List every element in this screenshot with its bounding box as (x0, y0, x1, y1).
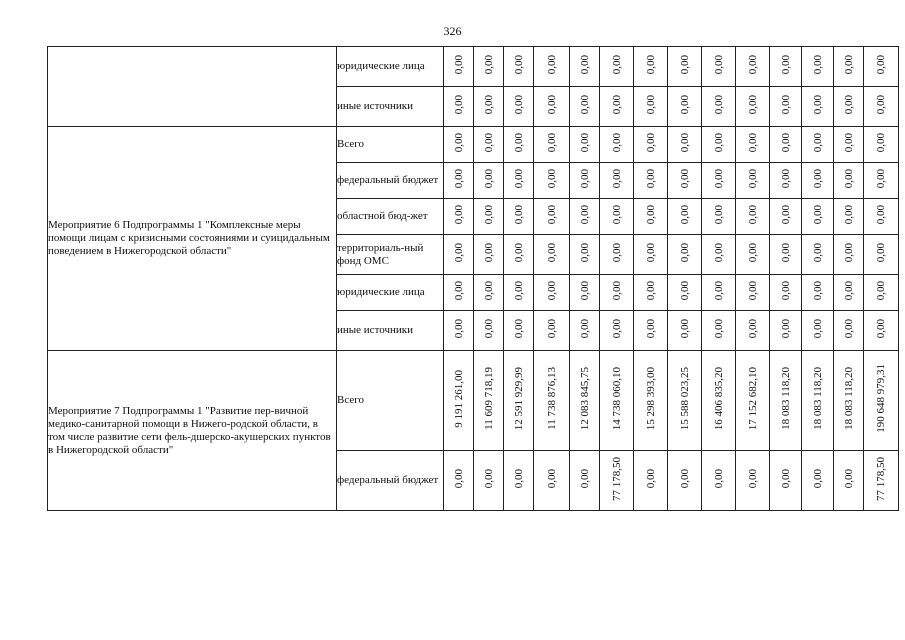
value-cell (474, 275, 504, 311)
value-cell (600, 451, 634, 511)
value-text: 0,00 (678, 204, 691, 225)
value-cell (634, 127, 668, 163)
value-text: 15 588 023,25 (678, 366, 691, 431)
value-text: 0,00 (545, 168, 558, 189)
value-text: 0,00 (610, 54, 623, 75)
funding-source-cell: федеральный бюджет (337, 163, 444, 199)
value-cell (736, 235, 770, 275)
value-cell (504, 127, 534, 163)
value-text: 0,00 (482, 132, 495, 153)
value-cell (802, 311, 834, 351)
value-cell (634, 275, 668, 311)
value-text: 0,00 (482, 168, 495, 189)
value-cell (702, 47, 736, 87)
value-text: 0,00 (746, 54, 759, 75)
value-text: 190 648 979,31 (875, 364, 887, 433)
value-text: 0,00 (452, 168, 465, 189)
value-text: 12 083 845,75 (578, 366, 591, 431)
value-text: 0,00 (512, 54, 525, 75)
value-text: 0,00 (678, 280, 691, 301)
value-cell (834, 163, 864, 199)
value-text: 0,00 (610, 242, 623, 263)
value-text: 0,00 (512, 132, 525, 153)
value-text: 0,00 (746, 204, 759, 225)
value-cell (474, 127, 504, 163)
value-cell (834, 127, 864, 163)
value-cell (444, 87, 474, 127)
value-cell (634, 235, 668, 275)
value-cell (864, 311, 899, 351)
value-text: 0,00 (875, 280, 887, 301)
value-cell (736, 127, 770, 163)
value-text: 0,00 (811, 54, 824, 75)
value-text: 0,00 (512, 204, 525, 225)
value-text: 0,00 (452, 318, 465, 339)
value-text: 0,00 (482, 242, 495, 263)
value-text: 0,00 (545, 280, 558, 301)
value-cell (600, 163, 634, 199)
value-cell (802, 199, 834, 235)
value-text: 0,00 (779, 94, 792, 115)
value-text: 0,00 (875, 242, 887, 263)
value-cell (504, 47, 534, 87)
value-cell (802, 163, 834, 199)
value-cell (770, 87, 802, 127)
value-cell (534, 451, 570, 511)
value-cell (702, 351, 736, 451)
value-text: 0,00 (811, 204, 824, 225)
value-text: 11 738 876,13 (545, 367, 558, 430)
value-text: 0,00 (512, 94, 525, 115)
value-text: 0,00 (578, 132, 591, 153)
value-cell (474, 87, 504, 127)
value-text: 0,00 (644, 280, 657, 301)
value-text: 18 083 118,20 (842, 367, 855, 430)
value-text: 0,00 (545, 54, 558, 75)
value-cell (634, 199, 668, 235)
value-cell (474, 351, 504, 451)
table-row (48, 47, 899, 87)
value-text: 0,00 (678, 168, 691, 189)
value-cell (634, 47, 668, 87)
value-text: 0,00 (811, 280, 824, 301)
value-text: 0,00 (578, 168, 591, 189)
event-cell-measure-7: Мероприятие 7 Подпрограммы 1 "Развитие пер-вичной медико-санитарной помощи в Нижего-родской области, в том числе развитие сети фель-дшерско-акушерских пунктов в Нижегородской области" (48, 351, 337, 511)
value-text: 0,00 (811, 242, 824, 263)
value-text: 0,00 (842, 318, 855, 339)
value-cell (570, 87, 600, 127)
value-cell (668, 127, 702, 163)
value-cell (504, 275, 534, 311)
value-cell (802, 47, 834, 87)
page-number: 326 (443, 24, 462, 38)
value-cell (702, 127, 736, 163)
value-cell (570, 127, 600, 163)
value-cell (634, 311, 668, 351)
value-cell (736, 87, 770, 127)
value-cell (600, 199, 634, 235)
funding-source-cell: Всего (337, 351, 444, 451)
value-cell (634, 351, 668, 451)
value-text: 0,00 (452, 468, 465, 489)
value-cell (736, 275, 770, 311)
value-cell (600, 311, 634, 351)
value-text: 0,00 (512, 242, 525, 263)
value-cell (702, 311, 736, 351)
value-cell (534, 235, 570, 275)
value-text: 0,00 (610, 280, 623, 301)
value-cell (570, 451, 600, 511)
value-text: 0,00 (644, 242, 657, 263)
value-cell (504, 351, 534, 451)
value-cell (570, 47, 600, 87)
value-cell (474, 235, 504, 275)
value-text: 18 083 118,20 (811, 367, 824, 430)
value-text: 18 083 118,20 (779, 367, 792, 430)
value-text: 0,00 (811, 132, 824, 153)
value-text: 0,00 (746, 468, 759, 489)
value-text: 0,00 (875, 318, 887, 339)
funding-source-cell: федеральный бюджет (337, 451, 444, 511)
value-cell (570, 163, 600, 199)
value-cell (570, 311, 600, 351)
value-text: 0,00 (678, 468, 691, 489)
value-cell (504, 199, 534, 235)
value-text: 0,00 (779, 468, 792, 489)
value-text: 17 152 682,10 (746, 366, 759, 431)
value-cell (600, 47, 634, 87)
value-text: 0,00 (512, 280, 525, 301)
value-cell (702, 235, 736, 275)
value-text: 0,00 (482, 54, 495, 75)
value-text: 0,00 (811, 94, 824, 115)
value-text: 0,00 (779, 280, 792, 301)
value-cell (736, 451, 770, 511)
value-text: 0,00 (842, 168, 855, 189)
value-cell (702, 87, 736, 127)
value-text: 0,00 (678, 94, 691, 115)
value-cell (864, 47, 899, 87)
value-cell (864, 127, 899, 163)
value-text: 0,00 (779, 54, 792, 75)
value-cell (570, 351, 600, 451)
value-cell (504, 87, 534, 127)
value-text: 0,00 (842, 204, 855, 225)
value-cell (834, 199, 864, 235)
value-cell (770, 451, 802, 511)
value-cell (802, 127, 834, 163)
value-cell (570, 199, 600, 235)
value-cell (834, 275, 864, 311)
value-text: 0,00 (578, 280, 591, 301)
value-cell (834, 87, 864, 127)
value-cell (444, 127, 474, 163)
value-cell (634, 87, 668, 127)
value-cell (504, 451, 534, 511)
value-cell (634, 163, 668, 199)
event-cell-measure-6: Мероприятие 6 Подпрограммы 1 "Комплексные меры помощи лицам с кризисными состояниями и суицидальным поведением в Нижегородской области" (48, 127, 337, 351)
value-cell (702, 275, 736, 311)
value-cell (668, 199, 702, 235)
value-text: 0,00 (875, 132, 887, 153)
funding-source-cell: юридические лица (337, 275, 444, 311)
value-cell (504, 235, 534, 275)
value-text: 0,00 (875, 168, 887, 189)
value-cell (534, 351, 570, 451)
value-text: 0,00 (482, 318, 495, 339)
funding-source-cell: областной бюд-жет (337, 199, 444, 235)
value-text: 0,00 (452, 280, 465, 301)
value-text: 0,00 (746, 242, 759, 263)
value-cell (668, 351, 702, 451)
value-text: 0,00 (842, 54, 855, 75)
value-text: 0,00 (712, 318, 725, 339)
value-cell (770, 199, 802, 235)
value-text: 0,00 (779, 242, 792, 263)
value-text: 0,00 (779, 168, 792, 189)
value-text: 0,00 (875, 204, 887, 225)
value-text: 0,00 (644, 94, 657, 115)
value-text: 0,00 (545, 94, 558, 115)
value-text: 0,00 (712, 468, 725, 489)
table-row (48, 127, 899, 163)
value-cell (444, 451, 474, 511)
value-cell (668, 451, 702, 511)
value-cell (802, 351, 834, 451)
value-cell (864, 235, 899, 275)
value-cell (570, 235, 600, 275)
value-text: 0,00 (482, 204, 495, 225)
value-cell (668, 47, 702, 87)
value-cell (736, 311, 770, 351)
value-text: 0,00 (678, 54, 691, 75)
value-cell (802, 87, 834, 127)
value-cell (770, 235, 802, 275)
value-text: 0,00 (842, 94, 855, 115)
value-text: 0,00 (578, 54, 591, 75)
value-cell (736, 47, 770, 87)
value-cell (444, 275, 474, 311)
value-cell (668, 87, 702, 127)
value-text: 12 591 929,99 (512, 366, 525, 431)
value-text: 0,00 (678, 132, 691, 153)
value-cell (702, 163, 736, 199)
value-text: 0,00 (746, 94, 759, 115)
value-text: 0,00 (842, 468, 855, 489)
value-cell (668, 311, 702, 351)
value-text: 0,00 (545, 318, 558, 339)
value-text: 0,00 (875, 94, 887, 115)
value-cell (864, 451, 899, 511)
funding-source-cell: территориаль-ный фонд ОМС (337, 235, 444, 275)
value-text: 0,00 (712, 54, 725, 75)
funding-source-cell: Всего (337, 127, 444, 163)
value-text: 0,00 (610, 94, 623, 115)
table-row (48, 351, 899, 451)
value-cell (834, 311, 864, 351)
value-text: 0,00 (482, 94, 495, 115)
value-text: 0,00 (452, 204, 465, 225)
funding-source-cell: иные источники (337, 87, 444, 127)
value-text: 0,00 (875, 54, 887, 75)
value-cell (736, 163, 770, 199)
value-cell (534, 47, 570, 87)
value-cell (834, 351, 864, 451)
value-text: 0,00 (779, 204, 792, 225)
value-cell (534, 311, 570, 351)
value-cell (864, 275, 899, 311)
value-cell (570, 275, 600, 311)
value-text: 0,00 (712, 132, 725, 153)
value-text: 0,00 (578, 242, 591, 263)
value-text: 0,00 (811, 318, 824, 339)
value-text: 0,00 (482, 280, 495, 301)
value-text: 0,00 (610, 132, 623, 153)
value-cell (634, 451, 668, 511)
value-cell (444, 163, 474, 199)
value-text: 0,00 (452, 94, 465, 115)
value-cell (864, 163, 899, 199)
value-text: 16 406 835,20 (712, 366, 725, 431)
value-cell (444, 351, 474, 451)
value-text: 0,00 (610, 168, 623, 189)
value-cell (770, 47, 802, 87)
value-text: 0,00 (452, 132, 465, 153)
value-text: 0,00 (644, 132, 657, 153)
value-cell (802, 275, 834, 311)
value-cell (834, 235, 864, 275)
value-cell (474, 163, 504, 199)
value-cell (770, 311, 802, 351)
value-cell (600, 235, 634, 275)
value-text: 0,00 (644, 468, 657, 489)
value-text: 0,00 (512, 168, 525, 189)
value-text: 0,00 (482, 468, 495, 489)
value-text: 0,00 (811, 468, 824, 489)
value-text: 0,00 (644, 54, 657, 75)
value-text: 0,00 (712, 242, 725, 263)
value-cell (864, 199, 899, 235)
value-cell (600, 127, 634, 163)
value-cell (802, 235, 834, 275)
value-text: 0,00 (746, 168, 759, 189)
value-cell (770, 163, 802, 199)
value-text: 0,00 (610, 318, 623, 339)
value-text: 0,00 (678, 318, 691, 339)
value-text: 0,00 (512, 318, 525, 339)
value-cell (600, 351, 634, 451)
value-cell (444, 47, 474, 87)
value-text: 0,00 (678, 242, 691, 263)
value-text: 0,00 (712, 168, 725, 189)
funding-source-cell: юридические лица (337, 47, 444, 87)
value-text: 0,00 (746, 318, 759, 339)
value-text: 0,00 (779, 318, 792, 339)
value-cell (864, 87, 899, 127)
value-text: 0,00 (452, 242, 465, 263)
value-cell (668, 163, 702, 199)
value-text: 0,00 (842, 132, 855, 153)
value-text: 0,00 (512, 468, 525, 489)
value-text: 0,00 (578, 318, 591, 339)
value-text: 9 191 261,00 (452, 369, 465, 428)
value-cell (668, 275, 702, 311)
value-text: 15 298 393,00 (644, 366, 657, 431)
value-cell (834, 47, 864, 87)
value-text: 0,00 (610, 204, 623, 225)
value-text: 0,00 (545, 204, 558, 225)
value-text: 0,00 (842, 280, 855, 301)
value-text: 0,00 (578, 94, 591, 115)
value-text: 0,00 (779, 132, 792, 153)
value-cell (668, 235, 702, 275)
value-cell (534, 87, 570, 127)
value-cell (444, 235, 474, 275)
value-cell (534, 127, 570, 163)
value-cell (504, 163, 534, 199)
value-cell (702, 199, 736, 235)
value-text: 0,00 (712, 280, 725, 301)
budget-table (47, 46, 899, 511)
value-text: 0,00 (746, 132, 759, 153)
value-cell (770, 127, 802, 163)
value-cell (444, 199, 474, 235)
value-text: 0,00 (746, 280, 759, 301)
value-text: 77 178,50 (610, 456, 623, 501)
value-text: 0,00 (578, 468, 591, 489)
value-text: 0,00 (545, 132, 558, 153)
value-cell (834, 451, 864, 511)
value-text: 77 178,50 (875, 456, 887, 501)
value-cell (864, 351, 899, 451)
value-text: 0,00 (452, 54, 465, 75)
value-cell (736, 199, 770, 235)
value-text: 0,00 (644, 318, 657, 339)
value-cell (474, 311, 504, 351)
value-cell (770, 275, 802, 311)
value-cell (504, 311, 534, 351)
funding-source-cell: иные источники (337, 311, 444, 351)
value-cell (702, 451, 736, 511)
value-cell (600, 275, 634, 311)
value-text: 0,00 (712, 94, 725, 115)
value-cell (444, 311, 474, 351)
value-text: 14 738 060,10 (610, 366, 623, 431)
value-text: 0,00 (644, 204, 657, 225)
event-cell-continued (48, 47, 337, 127)
value-text: 0,00 (545, 468, 558, 489)
value-cell (474, 199, 504, 235)
value-cell (534, 275, 570, 311)
value-text: 0,00 (578, 204, 591, 225)
value-cell (736, 351, 770, 451)
value-text: 0,00 (712, 204, 725, 225)
value-text: 11 609 718,19 (482, 367, 495, 430)
value-cell (534, 163, 570, 199)
value-text: 0,00 (545, 242, 558, 263)
value-cell (770, 351, 802, 451)
value-cell (534, 199, 570, 235)
value-text: 0,00 (644, 168, 657, 189)
value-text: 0,00 (811, 168, 824, 189)
value-text: 0,00 (842, 242, 855, 263)
value-cell (474, 451, 504, 511)
value-cell (600, 87, 634, 127)
value-cell (474, 47, 504, 87)
value-cell (802, 451, 834, 511)
